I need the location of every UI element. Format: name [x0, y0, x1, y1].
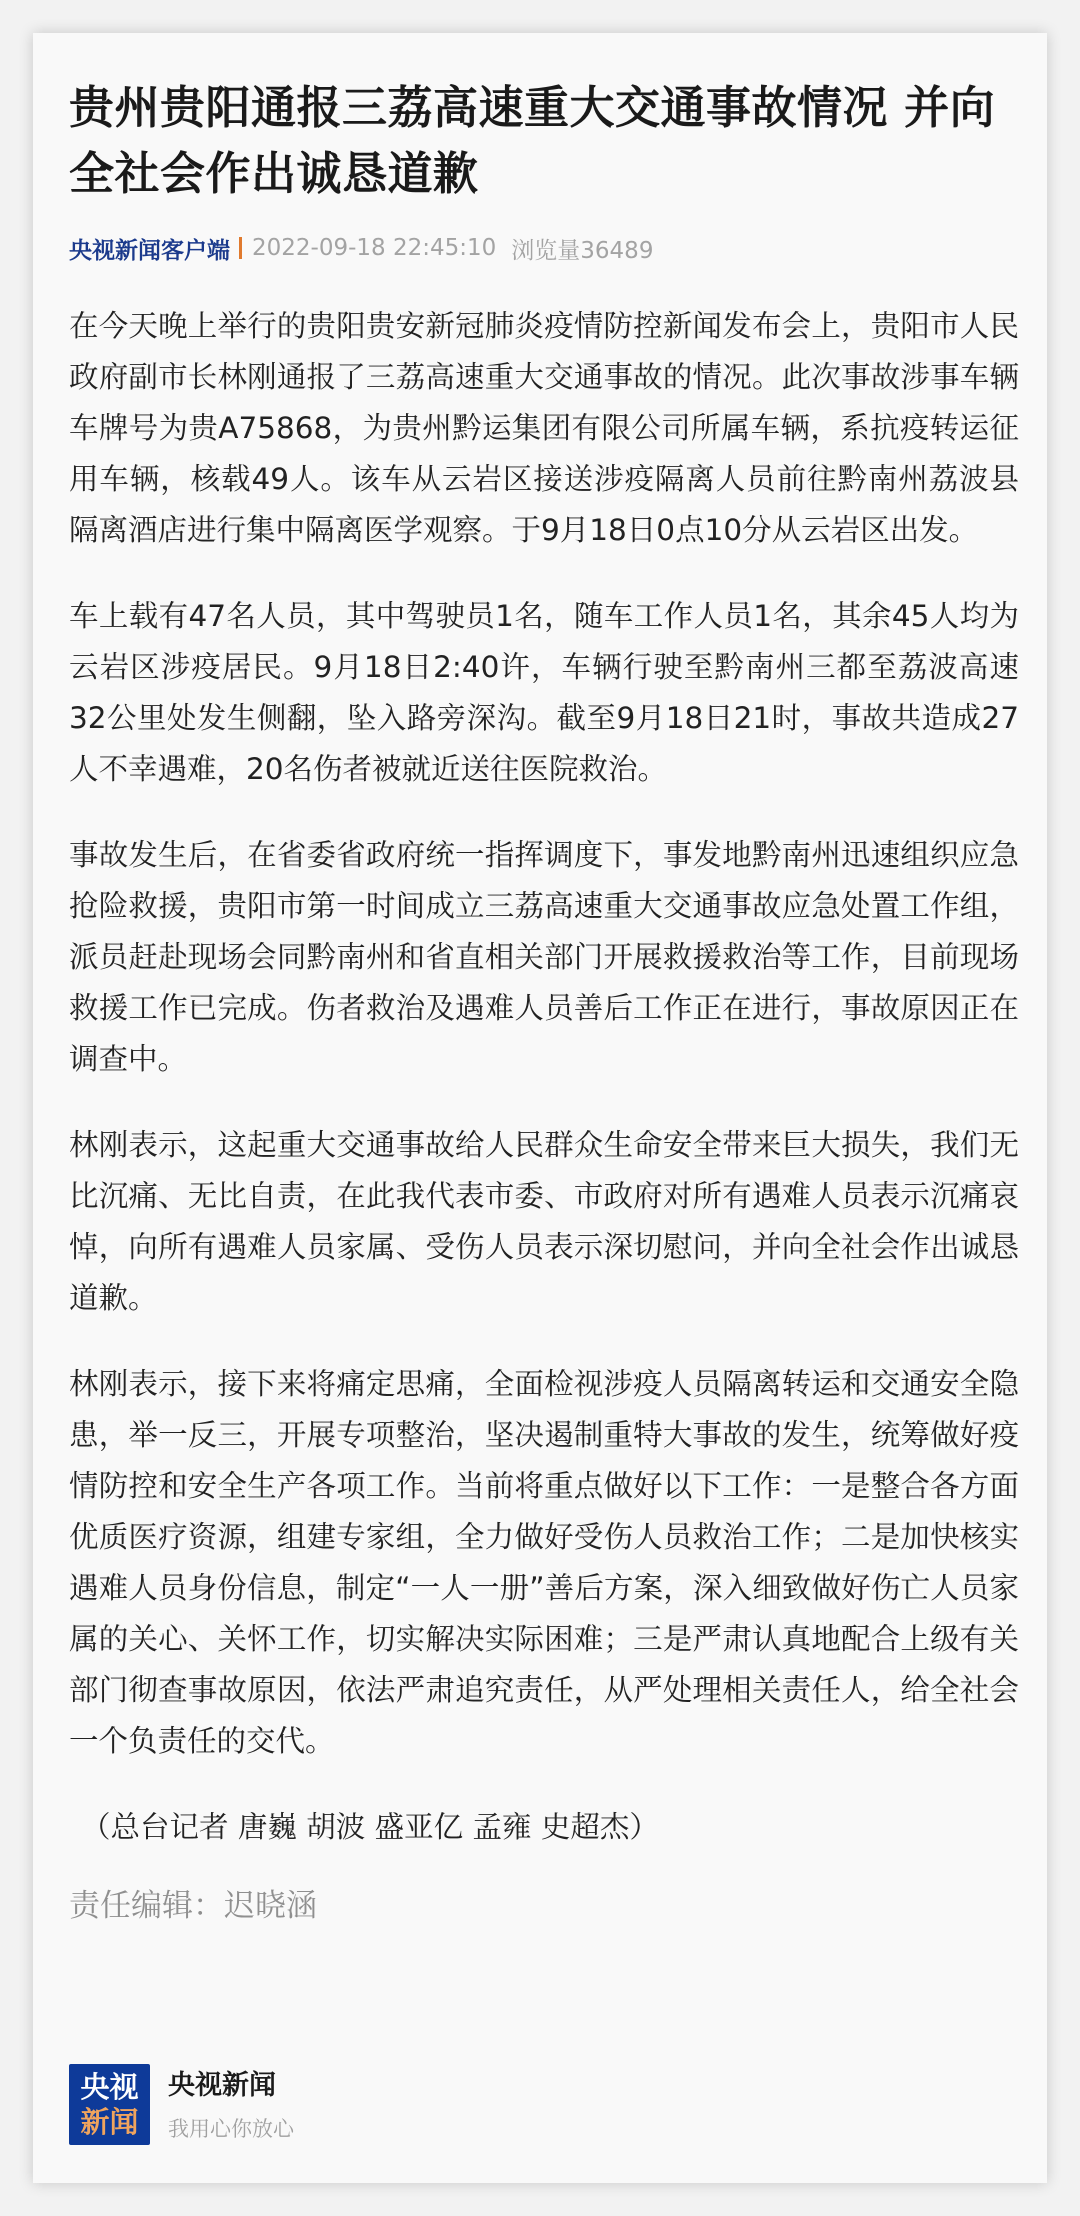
article-meta: [69, 230, 653, 266]
publisher-info: [168, 2067, 294, 2143]
publish-datetime: 2022-09-18 22:45:10: [252, 235, 497, 261]
paragraph-3: 事故发生后，在省委省政府统一指挥调度下，事发地黔南州迅速组织应急抢险救援，贵阳市第一时间成立三荔高速重大交通事故应急处置工作组，派员赶赴现场会同黔南州和省直相关部门开展救援救治等工作，目前现场救援工作已完成。伤者救治及遇难人员善后工作正在进行，事故原因正在调查中。: [69, 838, 1019, 1076]
article-title: 贵州贵阳通报三荔高速重大交通事故情况 并向全社会作出诚恳道歉: [69, 81, 996, 200]
paragraph-1: 在今天晚上举行的贵阳贵安新冠肺炎疫情防控新闻发布会上，贵阳市人民政府副市长林刚通报了三荔高速重大交通事故的情况。此次事故涉事车辆车牌号为贵A75868，为贵州黔运集团有限公司所属车辆，系抗疫转运征用车辆，核载49人。该车从云岩区接送涉疫隔离人员前往黔南州荔波县隔离酒店进行集中隔离医学观察。于9月18日0点10分从云岩区出发。: [69, 309, 1019, 547]
view-count: 浏览量36489: [511, 237, 654, 264]
logo-line-1: 央视: [80, 2069, 139, 2104]
publisher-name[interactable]: 央视新闻: [168, 2069, 276, 2101]
cctv-news-logo[interactable]: [69, 2064, 150, 2145]
paragraph-5: 林刚表示，接下来将痛定思痛，全面检视涉疫人员隔离转运和交通安全隐患，举一反三，开展专项整治，坚决遏制重特大事故的发生，统筹做好疫情防控和安全生产各项工作。当前将重点做好以下工作：一是整合各方面优质医疗资源，组建专家组，全力做好受伤人员救治工作；二是加快核实遇难人员身份信息，制定“一人一册”善后方案，深入细致做好伤亡人员家属的关心、关怀工作，切实解决实际困难；三是严肃认真地配合上级有关部门彻查事故原因，依法严肃追究责任，从严处理相关责任人，给全社会一个负责任的交代。: [69, 1367, 1019, 1758]
responsible-editor: 责任编辑：迟晓涵: [69, 1888, 317, 1924]
article-card: [33, 33, 1047, 2183]
paragraph-4: 林刚表示，这起重大交通事故给人民群众生命安全带来巨大损失，我们无比沉痛、无比自责，在此我代表市委、市政府对所有遇难人员表示沉痛哀悼，向所有遇难人员家属、受伤人员表示深切慰问，并向全社会作出诚恳道歉。: [69, 1128, 1019, 1315]
publisher-slogan: 我用心你放心: [168, 2116, 294, 2141]
meta-separator: [239, 237, 242, 259]
logo-line-2: 新闻: [80, 2104, 139, 2139]
publisher-footer[interactable]: [69, 2064, 294, 2145]
reporter-credit: （总台记者 唐巍 胡波 盛亚亿 孟雍 史超杰）: [81, 1810, 659, 1844]
source-link[interactable]: 央视新闻客户端: [69, 237, 230, 264]
article-body: [69, 301, 1019, 1928]
paragraph-2: 车上载有47名人员，其中驾驶员1名，随车工作人员1名，其余45人均为云岩区涉疫居民。9月18日2:40许，车辆行驶至黔南州三都至荔波高速32公里处发生侧翻，坠入路旁深沟。截至9月18日21时，事故共造成27人不幸遇难，20名伤者被就近送往医院救治。: [69, 599, 1019, 786]
